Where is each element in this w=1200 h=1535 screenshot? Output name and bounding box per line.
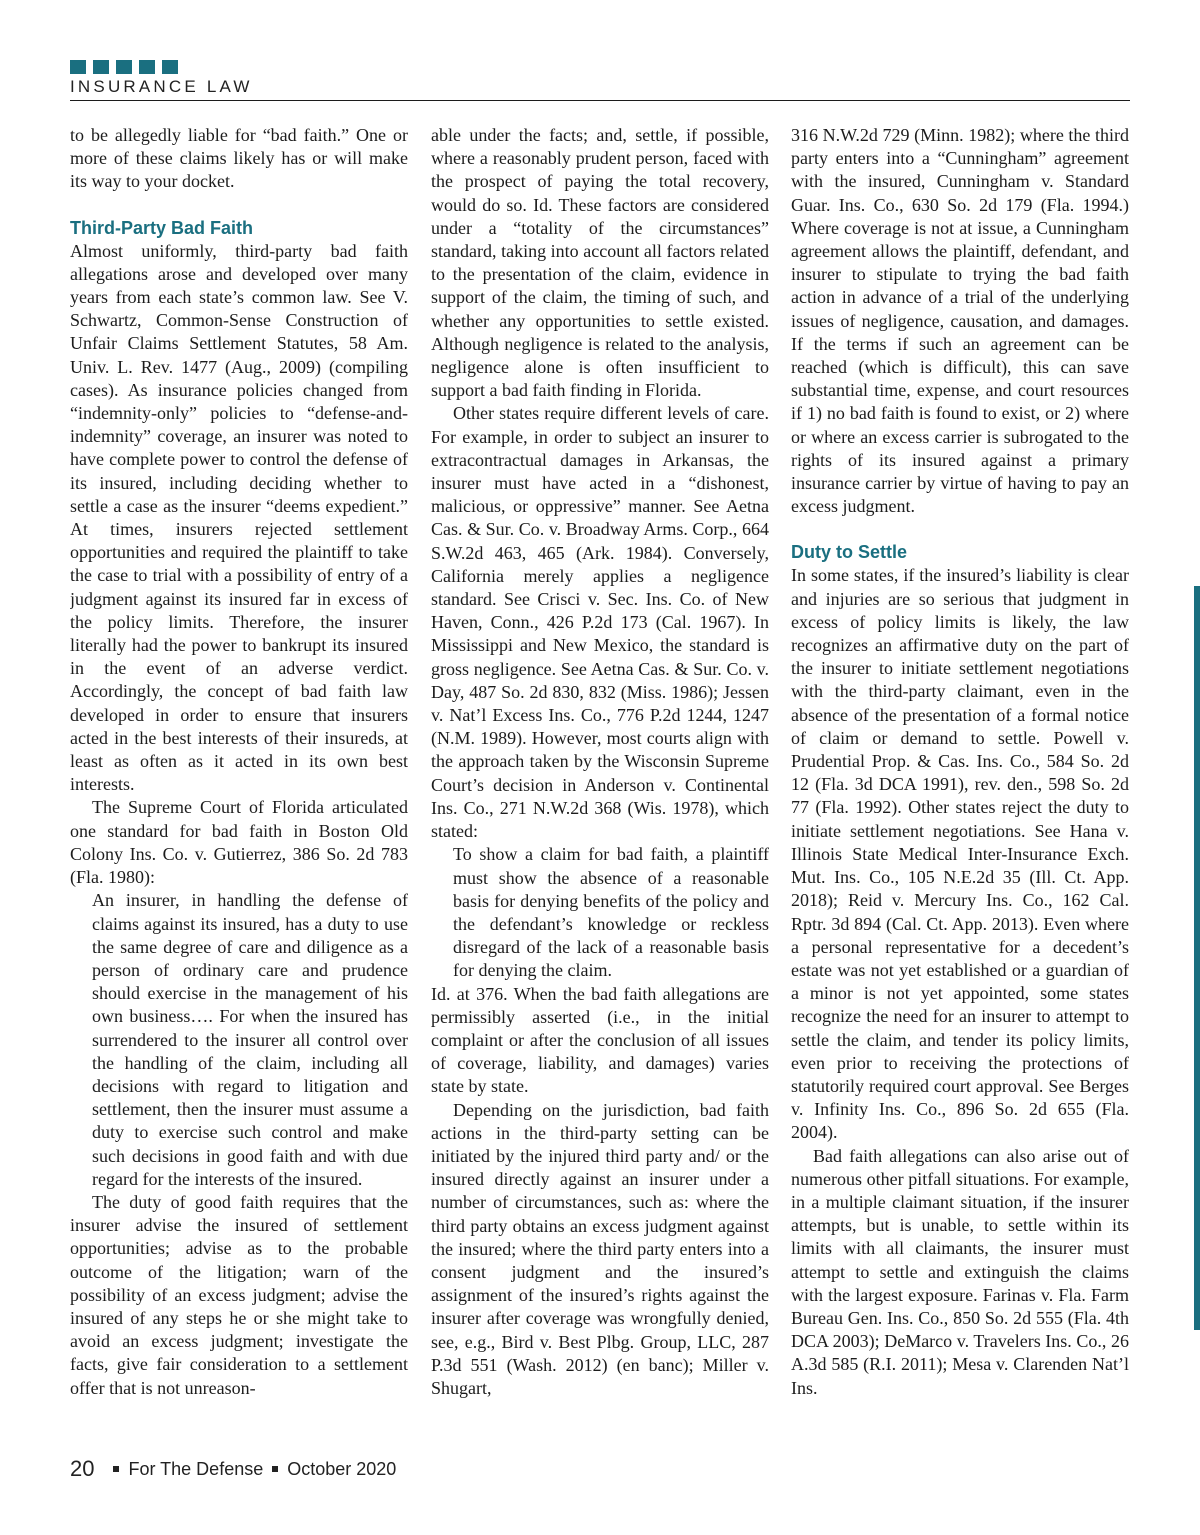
block-quote-wisconsin: To show a claim for bad faith, a plaintiff must show the absence of a reasonable basis for denying benefits of the policy and the defendant’s knowledge or reckless disregard of the lack of a reasonable basis for denying the claim. [453, 844, 769, 981]
paragraph-third-party: Almost uniformly, third-party bad faith allegations arose and developed over many years from each state’s common law. See V. Schwartz, Common-Sense Construction of Unfair Claims Settlement Statutes, 58 Am. Univ. L. Rev. 1477 (Aug., 2009) (compiling cases). As insurance policies changed from “indemnity-only” policies to “defense-and-indemnity” coverage, an insurer was noted to have complete power to control the defense of its insured, including deciding whether to settle a case as the insurer “deems expedient.” At times, insurers rejected settlement opportunities and required the plaintiff to take the case to trial with a possibility of entry of a judgment against its insured far in excess of the policy limits. Therefore, the insurer literally had the power to bankrupt its insured in the event of an adverse verdict. Accordingly, the concept of bad faith law developed in order to ensure that insurers acted in the best interests of their insureds, at least as often as it acted in its own best interests. [70, 240, 408, 795]
square-icon [70, 60, 86, 74]
block-quote-insurer-duty: An insurer, in handling the defense of claims against its insured, has a duty to use the same degree of care and diligence as a person of ordinary care and prudence should exercise in the management of his own business…. For when the insured has surrendered to the insurer all control over the handling of the claim, including all decisions with regard to litigation and settlement, then the insurer must assume a duty to exercise such control and make such decisions in good faith and with due regard for the interests of the insured. [92, 890, 408, 1189]
paragraph-florida-standard: The Supreme Court of Florida articulated one standard for bad faith in Boston Old Colony Ins. Co. v. Gutierrez, 386 So. 2d 783 (Fla. 1980): [70, 797, 408, 888]
heading-duty-to-settle: Duty to Settle [791, 542, 908, 563]
header-divider [70, 100, 1130, 101]
heading-third-party-bad-faith: Third-Party Bad Faith [70, 217, 254, 238]
square-icon [139, 60, 155, 74]
paragraph-id-at-376: Id. at 376. When the bad faith allegations are permissibly asserted (i.e., in the initial complaint or after the conclusion of all issues of coverage, liability, and damages) varies state by state. [431, 983, 769, 1097]
article-column-3 [791, 124, 1129, 1440]
page-edge-tab [1194, 586, 1200, 1330]
paragraph-duty-good-faith: The duty of good faith requires that the insurer advise the insured of settlement opportunities; advise as to the probable outcome of the litigation; warn of the possibility of an excess judgment; advise the insured of any steps he or she might take to avoid an excess judgment; investigate the facts, give fair consideration to a settlement offer that is not unreason- [70, 1191, 408, 1398]
footer-bullet-icon [113, 1466, 119, 1472]
square-icon [116, 60, 132, 74]
section-label: INSURANCE LAW [70, 77, 253, 96]
page-footer [70, 1456, 396, 1482]
paragraph-duty-to-settle: In some states, if the insured’s liability is clear and injuries are so serious that judgment in excess of policy limits is likely, the law recognizes an affirmative duty on the part of the insurer to initiate settlement negotiations with the third-party claimant, even in the absence of the presentation of a formal notice of claim or demand to settle. Powell v. Prudential Prop. & Cas. Ins. Co., 584 So. 2d 12 (Fla. 3d DCA 1991), rev. den., 598 So. 2d 77 (Fla. 1992). Other states reject the duty to initiate settlement negotiations. See Hana v. Illinois State Medical Inter-Insurance Exch. Mut. Ins. Co., 105 N.E.2d 35 (Ill. Ct. App. 2018); Reid v. Mercury Ins. Co., 162 Cal. Rptr. 3d 894 (Cal. Ct. App. 2013). Even where a personal representative for a decedent’s estate was not yet established or a guardian of a minor is not yet appointed, some states recognize the need for an insurer to attempt to settle the claim, and tender its policy limits, even prior to receiving the protections of statutorily required court approval. See Berges v. Infinity Ins. Co., 896 So. 2d 655 (Fla. 2004). [791, 565, 1129, 1143]
paragraph-intro: to be allegedly liable for “bad faith.” One or more of these claims likely has or will make its way to your docket. [70, 125, 408, 192]
article-column-1 [70, 124, 408, 1440]
paragraph-pitfall-situations: Bad faith allegations can also arise out of numerous other pitfall situations. For example, in a multiple claimant situation, if the insurer attempts, but is unable, to settle within its limits with all claimants, the insurer must attempt to settle and extinguish the claims with the largest exposure. Farinas v. Fla. Farm Bureau Gen. Ins. Co., 850 So. 2d 555 (Fla. 4th DCA 2003); DeMarco v. Travelers Ins. Co., 26 A.3d 585 (R.I. 2011); Mesa v. Clarenden Nat’l Ins. [791, 1145, 1129, 1398]
page-header [70, 56, 1130, 102]
page-number: 20 [70, 1456, 95, 1481]
publication-name: For The Defense [128, 1458, 264, 1479]
square-icon [162, 60, 178, 74]
article-column-2 [431, 124, 769, 1440]
paragraph-other-states: Other states require different levels of care. For example, in order to subject an insurer to extracontractual damages in Arkansas, the insurer must have acted in a “dishonest, malicious, or oppressive” manner. See Aetna Cas. & Sur. Co. v. Broadway Arms. Corp., 664 S.W.2d 463, 465 (Ark. 1984). Conversely, California merely applies a negligence standard. See Crisci v. Sec. Ins. Co. of New Haven, Conn., 426 P.2d 173 (Cal. 1967). In Mississippi and New Mexico, the standard is gross negligence. See Aetna Cas. & Sur. Co. v. Day, 487 So. 2d 830, 832 (Miss. 1986); Jessen v. Nat’l Excess Ins. Co., 776 P.2d 1244, 1247 (N.M. 1989). However, most courts align with the approach taken by the Wisconsin Supreme Court’s decision in Anderson v. Continental Ins. Co., 271 N.W.2d 368 (Wis. 1978), which stated: [431, 403, 769, 842]
paragraph-jurisdiction: Depending on the jurisdiction, bad faith actions in the third-party setting can be initiated by the injured third party and/ or the insured directly against an insurer under a number of circumstances, such as: where the third party obtains an excess judgment against the insured; where the third party enters into a consent judgment and the insured’s assignment of the insured’s rights against the insurer after coverage was wrongfully denied, see, e.g., Bird v. Best Plbg. Group, LLC, 287 P.3d 551 (Wash. 2012) (en banc); Miller v. Shugart, [431, 1099, 769, 1398]
paragraph-continuation: able under the facts; and, settle, if possible, where a reasonably prudent person, faced with the prospect of paying the total recovery, would do so. Id. These factors are considered under a “totality of the circumstances” standard, taking into account all factors related to the presentation of the claim, evidence in support of the claim, the timing of such, and whether any opportunities to settle existed. Although negligence is related to the analysis, negligence alone is often insufficient to support a bad faith finding in Florida. [431, 125, 769, 401]
footer-bullet-icon [272, 1466, 278, 1472]
section-squares-icon [70, 60, 178, 74]
paragraph-cunningham: 316 N.W.2d 729 (Minn. 1982); where the third party enters into a “Cunningham” agreement with the insured, Cunningham v. Standard Guar. Ins. Co., 630 So. 2d 179 (Fla. 1994.) Where coverage is not at issue, a Cunningham agreement allows the plaintiff, defendant, and insurer to stipulate to trying the bad faith action in advance of a trial of the underlying issues of negligence, causation, and damages. If the terms if such an agreement can be reached (which is difficult), this can save substantial time, expense, and court resources if 1) no bad faith is found to exist, or 2) where or where an excess carrier is subrogated to the rights of its insured against a primary insurance carrier by virtue of having to pay an excess judgment. [791, 125, 1129, 517]
square-icon [93, 60, 109, 74]
issue-date: October 2020 [287, 1458, 397, 1479]
